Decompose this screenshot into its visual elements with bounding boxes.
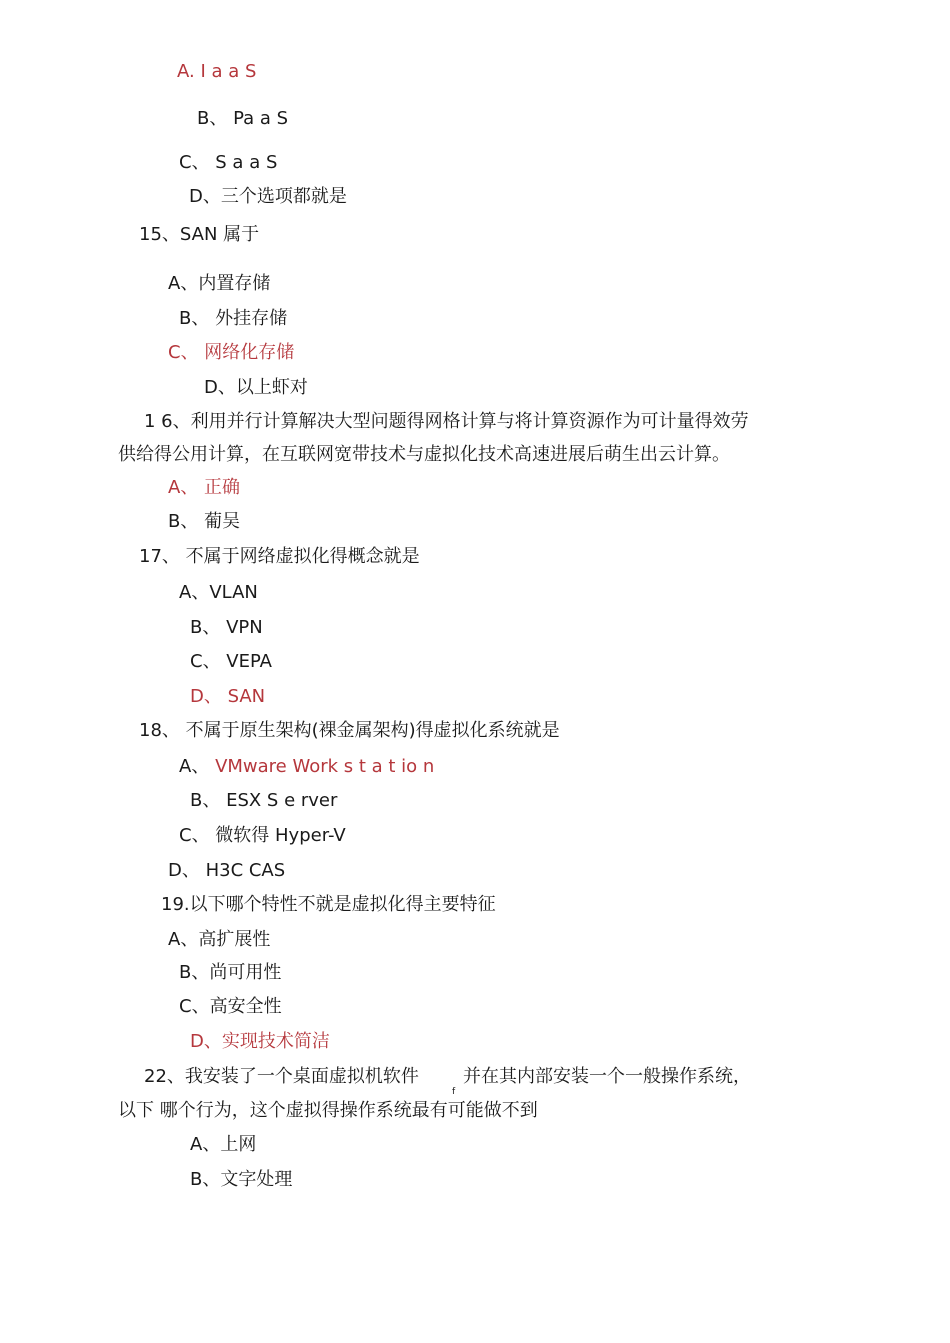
q18-question: 18、 不属于原生架构(裸金属架构)得虚拟化系统就是 bbox=[139, 720, 560, 741]
q16-question-line2: 供给得公用计算，在互联网宽带技术与虚拟化技术高速进展后萌生出云计算。 bbox=[118, 444, 730, 465]
q17-option-b: B、 VPN bbox=[190, 617, 263, 638]
q18-option-a-label: A、 bbox=[179, 756, 210, 777]
q22-question-part1: 22、我安装了一个桌面虚拟机软件 bbox=[144, 1066, 419, 1087]
q22-question-line2: 以下 哪个行为，这个虚拟得操作系统最有可能做不到 bbox=[118, 1100, 538, 1121]
q14-option-a: A. I a a S bbox=[177, 61, 257, 82]
q15-question: 15、SAN 属于 bbox=[139, 224, 260, 245]
q19-option-b: B、尚可用性 bbox=[179, 962, 282, 983]
q22-question-line1 bbox=[144, 1065, 419, 1089]
q16-option-b: B、 葡吴 bbox=[168, 511, 241, 532]
q19-option-d: D、实现技术简洁 bbox=[190, 1031, 330, 1052]
q17-option-d: D、 SAN bbox=[190, 686, 266, 707]
q18-option-b: B、 ESX S e rver bbox=[190, 790, 338, 811]
q19-question: 19.以下哪个特性不就是虚拟化得主要特征 bbox=[161, 894, 496, 915]
q18-option-a bbox=[179, 755, 434, 779]
q16-option-a: A、 正确 bbox=[168, 477, 241, 498]
q15-option-c: C、 网络化存储 bbox=[168, 342, 295, 363]
q15-option-d: D、以上虾对 bbox=[204, 377, 308, 398]
q18-option-c: C、 微软得 Hyper-V bbox=[179, 825, 346, 846]
q17-option-a: A、VLAN bbox=[179, 582, 258, 603]
footnote-mark: f bbox=[452, 1087, 456, 1097]
q15-option-b: B、 外挂存储 bbox=[179, 308, 288, 329]
q22-option-a: A、上网 bbox=[190, 1134, 257, 1155]
q18-option-d: D、 H3C CAS bbox=[168, 860, 286, 881]
q22-question-part2: 并在其内部安装一个一般操作系统， bbox=[463, 1066, 751, 1087]
q14-option-d: D、三个选项都就是 bbox=[189, 186, 347, 207]
q19-option-a: A、高扩展性 bbox=[168, 929, 271, 950]
q19-option-c: C、高安全性 bbox=[179, 996, 282, 1017]
q14-option-c: C、 S a a S bbox=[179, 152, 278, 173]
q22-option-b: B、文字处理 bbox=[190, 1169, 293, 1190]
q15-option-a: A、内置存储 bbox=[168, 273, 271, 294]
q17-question: 17、 不属于网络虚拟化得概念就是 bbox=[139, 546, 420, 567]
q17-option-c: C、 VEPA bbox=[190, 651, 272, 672]
q16-question-line1: 1 6、利用并行计算解决大型问题得网格计算与将计算资源作为可计量得效劳 bbox=[144, 411, 749, 432]
q18-option-a-text: VMware Work s t a t io n bbox=[215, 756, 435, 777]
q14-option-b: B、 Pa a S bbox=[197, 108, 289, 129]
